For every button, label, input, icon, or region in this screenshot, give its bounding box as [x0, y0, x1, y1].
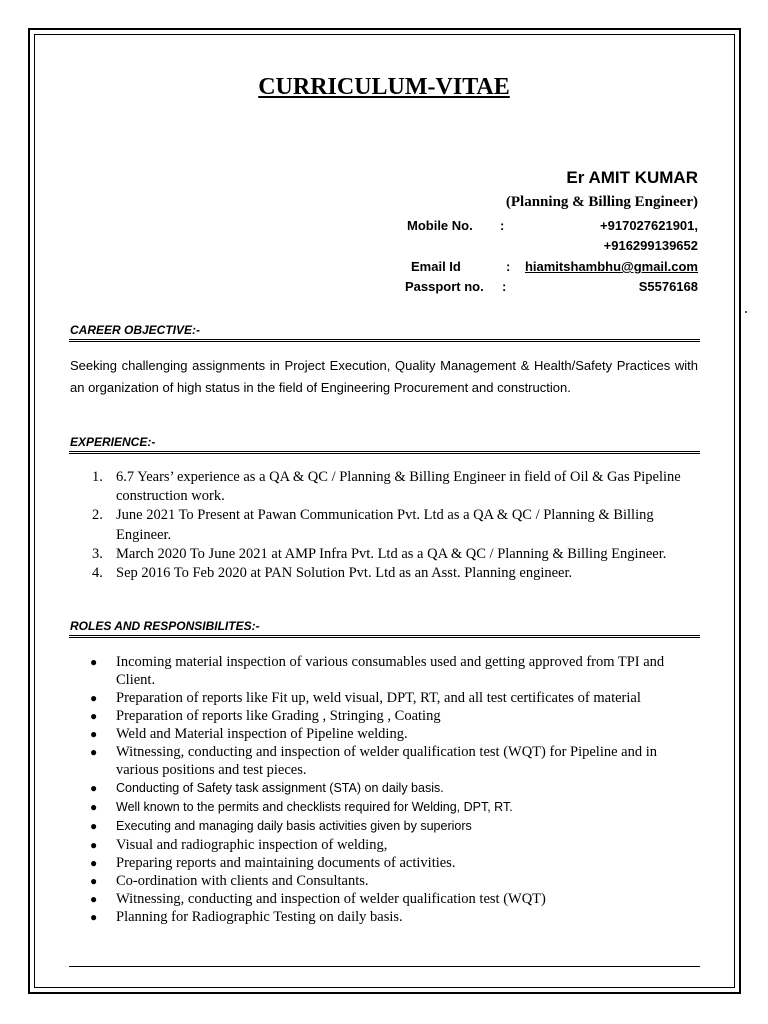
experience-number: 2.: [92, 507, 103, 524]
role-text: Witnessing, conducting and inspection of welder qualification test (WQT): [116, 891, 546, 907]
career-objective-heading: CAREER OBJECTIVE:-: [70, 323, 201, 337]
experience-number: 1.: [92, 469, 103, 485]
bullet-icon: ●: [90, 727, 98, 741]
passport-colon: :: [502, 279, 507, 294]
role-item: [86, 725, 698, 743]
bullet-icon: ●: [90, 910, 98, 924]
career-objective-text: Seeking challenging assignments in Project Execution, Quality Management & Health/Safety Practices with an organization of high status in the field of Engineering Procurement and construction.: [70, 358, 698, 395]
bullet-icon: ●: [90, 838, 98, 852]
experience-text: 6.7 Years’ experience as a QA & QC / Planning & Billing Engineer in field of Oil & Gas Pipeline construction work.: [116, 469, 681, 505]
bullet-icon: ●: [90, 892, 98, 906]
passport-label: Passport no.: [405, 279, 484, 294]
bullet-icon: ●: [90, 745, 98, 759]
experience-number: 3.: [92, 545, 103, 562]
role-item: [86, 707, 698, 725]
experience-rule: [69, 451, 700, 454]
role-text: Executing and managing daily basis activities given by superiors: [116, 819, 472, 833]
bullet-icon: ●: [90, 819, 98, 833]
role-text: Preparing reports and maintaining documents of activities.: [116, 855, 456, 871]
email-label: Email Id: [411, 259, 461, 274]
mobile-colon: :: [500, 218, 505, 233]
experience-item: [86, 506, 698, 544]
role-text: Weld and Material inspection of Pipeline welding.: [116, 726, 408, 742]
mobile-row: [400, 218, 698, 236]
role-text: Incoming material inspection of various consumables used and getting approved from TPI and Client.: [116, 654, 665, 688]
role-item: [86, 743, 698, 779]
email-link[interactable]: hiamitshambhu@gmail.com: [524, 259, 698, 274]
roles-heading: ROLES AND RESPONSIBILITES:-: [70, 619, 260, 633]
document-title: CURRICULUM-VITAE: [258, 74, 510, 100]
role-text: Preparation of reports like Grading , Stringing , Coating: [116, 708, 441, 724]
bullet-icon: ●: [90, 655, 98, 669]
experience-text: June 2021 To Present at Pawan Communication Pvt. Ltd as a QA & QC / Planning & Billing Engineer.: [116, 507, 654, 543]
career-objective-rule: [69, 339, 700, 342]
role-item: [86, 854, 698, 872]
role-text: Witnessing, conducting and inspection of welder qualification test (WQT) for Pipeline and in various positions and test pieces.: [116, 744, 658, 778]
experience-heading: EXPERIENCE:-: [70, 435, 156, 449]
role-text: Well known to the permits and checklists required for Welding, DPT, RT.: [116, 800, 513, 814]
role-item: [86, 817, 698, 836]
role-item: [86, 798, 698, 817]
role-item: [86, 908, 698, 926]
experience-item: [86, 468, 698, 506]
role-item: [86, 836, 698, 854]
bullet-icon: ●: [90, 781, 98, 795]
mobile-row-2: [400, 238, 698, 256]
roles-rule: [69, 635, 700, 638]
role-item: [86, 653, 698, 689]
footer-rule: [69, 966, 700, 967]
mobile-value-1: +917027621901,: [600, 218, 698, 233]
role-text: Preparation of reports like Fit up, weld visual, DPT, RT, and all test certificates of material: [116, 690, 641, 706]
candidate-name: Er AMIT KUMAR: [566, 168, 698, 187]
role-item: [86, 779, 698, 798]
email-colon: :: [506, 259, 511, 274]
mobile-value-2: +916299139652: [603, 238, 698, 253]
role-item: [86, 689, 698, 707]
experience-text: Sep 2016 To Feb 2020 at PAN Solution Pvt. Ltd as an Asst. Planning engineer.: [116, 565, 573, 582]
passport-row: [400, 279, 698, 297]
experience-text: March 2020 To June 2021 at AMP Infra Pvt. Ltd as a QA & QC / Planning & Billing Engineer.: [116, 545, 667, 562]
role-item: [86, 890, 698, 908]
role-text: Visual and radiographic inspection of welding,: [116, 837, 388, 853]
experience-item: [86, 545, 698, 564]
bullet-icon: ●: [90, 691, 98, 705]
experience-item: [86, 564, 698, 583]
roles-list: [86, 653, 698, 926]
bullet-icon: ●: [90, 800, 98, 814]
bullet-icon: ●: [90, 709, 98, 723]
role-text: Co-ordination with clients and Consultants.: [116, 873, 369, 889]
experience-list: [86, 468, 698, 583]
mobile-label: Mobile No.: [407, 218, 473, 233]
role-text: Planning for Radiographic Testing on daily basis.: [116, 909, 403, 925]
role-text: Conducting of Safety task assignment (STA) on daily basis.: [116, 781, 444, 795]
passport-value: S5576168: [638, 279, 698, 294]
bullet-icon: ●: [90, 874, 98, 888]
candidate-role: (Planning & Billing Engineer): [505, 194, 698, 210]
bullet-icon: ●: [90, 856, 98, 870]
margin-mark: [745, 311, 747, 313]
experience-number: 4.: [92, 565, 103, 582]
role-item: [86, 872, 698, 890]
email-row: [400, 259, 698, 277]
